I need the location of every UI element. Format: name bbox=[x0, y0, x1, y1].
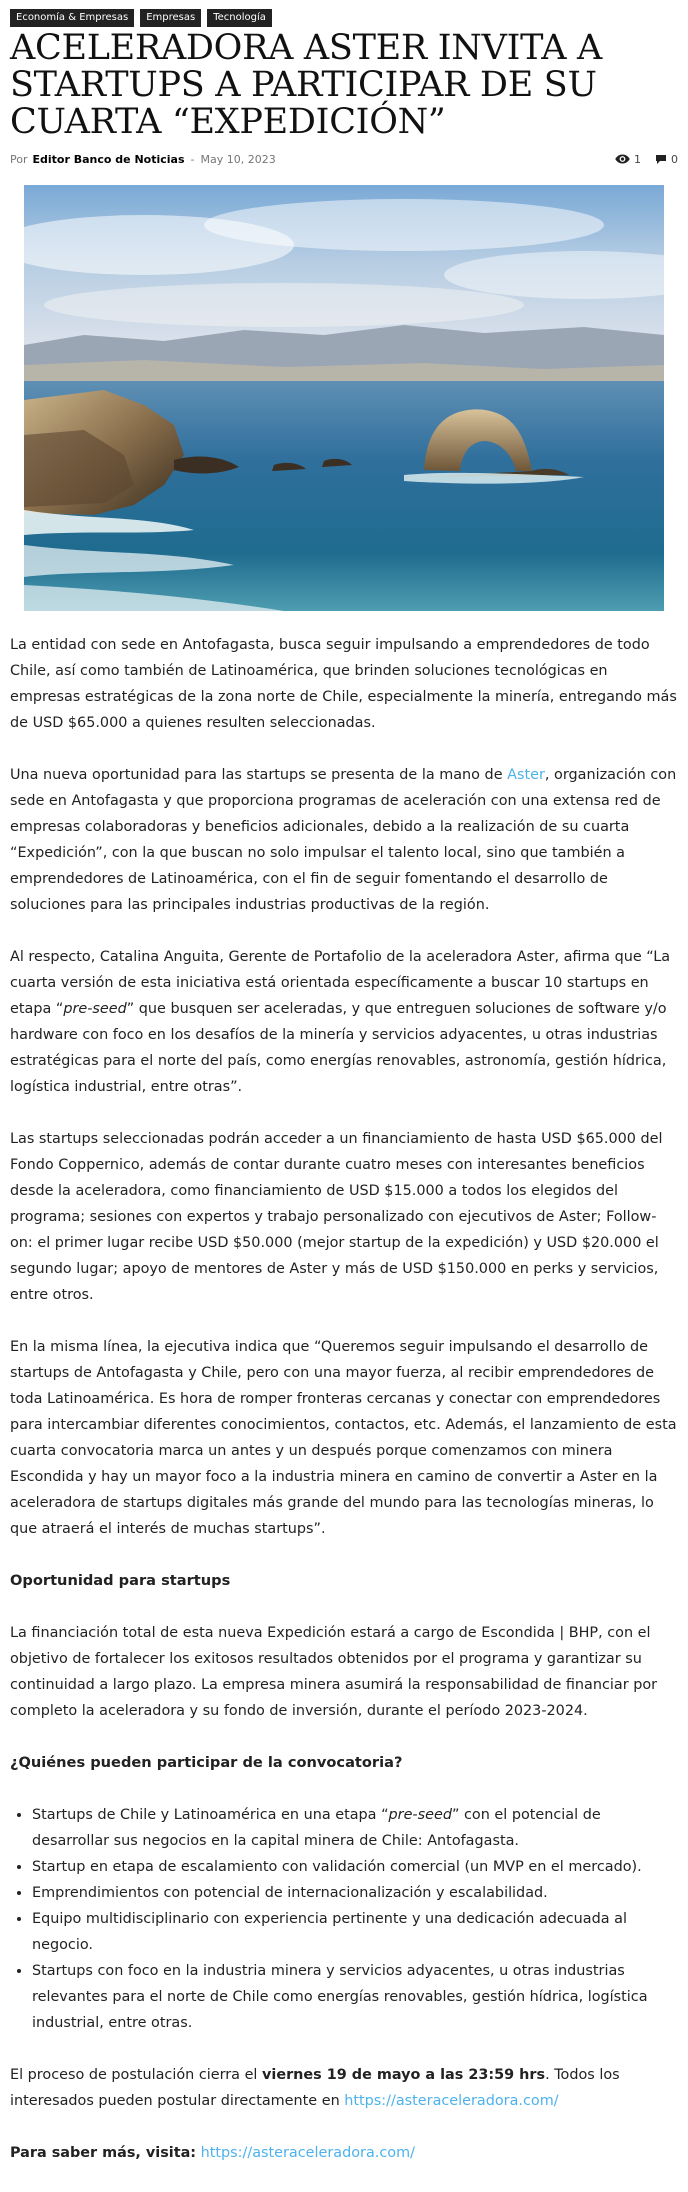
list-item: • Startups con foco en la industria minera y servicios adyacentes, u otras industrias relevantes para el norte de Chile como energías renovables, gestión hídrica, logística industrial, entre otras. bbox=[32, 1958, 678, 2036]
views-stat bbox=[615, 153, 641, 166]
paragraph-intro: La entidad con sede en Antofagasta, busca seguir impulsando a emprendedores de todo Chile, así como también de Latinoamérica, que brinden soluciones tecnológicas en empresas estratégicas de la zona norte de Chile, especialmente la minería, entregando más de USD $65.000 a quienes resulten seleccionadas. bbox=[10, 637, 677, 731]
list-item-text-a: Startups de Chile y Latinoamérica en una etapa “ bbox=[32, 1807, 389, 1823]
comments-stat[interactable] bbox=[655, 153, 678, 166]
publish-date: May 10, 2023 bbox=[200, 152, 276, 166]
category-tag-tecnologia[interactable]: Tecnología bbox=[207, 9, 272, 27]
eligibility-list bbox=[32, 1802, 678, 2036]
aster-site-link[interactable]: https://asteraceleradora.com/ bbox=[344, 2093, 559, 2109]
author-link[interactable]: Editor Banco de Noticias bbox=[32, 152, 185, 166]
paragraph-quote-text-b: ” que busquen ser aceleradas, y que entreguen soluciones de software y/o hardware con foco en los desafíos de la minería y servicios adyacentes, u otras industrias estratégicas para el norte del país, como energías renovables, astronomía, gestión hídrica, logística industrial, entre otras”. bbox=[10, 1001, 667, 1095]
paragraph-executive-quote: En la misma línea, la ejecutiva indica que “Queremos seguir impulsando el desarrollo de startups de Antofagasta y Chile, pero con una mayor fuerza, al recibir emprendedores de toda Latinoamérica. Es hora de romper fronteras cercanas y conectar con emprendedores para intercambiar diferentes conocimientos, contactos, etc. Además, el lanzamiento de esta cuarta convocatoria marca un antes y un después porque comenzamos con minera Escondida y hay un mayor foco a la industria minera en camino de convertir a Aster en la aceleradora de startups digitales más grande del mundo para las tecnologías mineras, lo que atraerá el interés de muchas startups”. bbox=[10, 1339, 677, 1537]
list-item: • Emprendimientos con potencial de internacionalización y escalabilidad. bbox=[32, 1880, 678, 1906]
paragraph-quote-text-a: Al respecto, Catalina Anguita, Gerente de Portafolio de la aceleradora Aster, afirma que “La cuarta versión de esta iniciativa está orientada específicamente a buscar 10 startups en etapa “ bbox=[10, 949, 671, 1017]
deadline-date: viernes 19 de mayo a las 23:59 hrs bbox=[262, 2067, 546, 2083]
heading-opportunity: Oportunidad para startups bbox=[10, 1572, 231, 1589]
category-tags bbox=[10, 9, 272, 27]
hero-image bbox=[24, 185, 664, 611]
paragraph-aster-text-b: , organización con sede en Antofagasta y que proporciona programas de aceleración con una extensa red de empresas colaboradoras y beneficios adicionales, debido a la realización de su cuarta “Expedición”, con la que buscan no solo impulsar el talento local, sino que también a emprendedores de Latinoamérica, con el fin de seguir fomentando el desarrollo de soluciones para las principales industrias productivas de la región. bbox=[10, 767, 677, 913]
article-body bbox=[10, 632, 678, 2192]
paragraph-deadline bbox=[10, 2062, 678, 2114]
paragraph-quote-anguita bbox=[10, 944, 678, 1100]
category-tag-empresas[interactable]: Empresas bbox=[140, 9, 201, 27]
pre-seed-emphasis: pre-seed bbox=[63, 1001, 127, 1017]
meta-separator: - bbox=[190, 152, 195, 166]
list-item: • Equipo multidisciplinario con experiencia pertinente y una dedicación adecuada al negocio. bbox=[32, 1906, 678, 1958]
aster-link[interactable]: Aster bbox=[507, 767, 545, 783]
paragraph-aster bbox=[10, 762, 678, 918]
deadline-text-b: . Todos los interesados pueden postular directamente en bbox=[10, 2067, 620, 2109]
list-item: • Startup en etapa de escalamiento con validación comercial (un MVP en el mercado). bbox=[32, 1854, 678, 1880]
article-title: ACELERADORA ASTER INVITA A STARTUPS A PARTICIPAR DE SU CUARTA “EXPEDICIÓN” bbox=[10, 28, 603, 142]
deadline-text-a: El proceso de postulación cierra el bbox=[10, 2067, 262, 2083]
paragraph-more-info bbox=[10, 2140, 678, 2166]
more-info-label: Para saber más, visita: bbox=[10, 2145, 197, 2161]
byline-prefix: Por bbox=[10, 152, 28, 166]
category-tag-economia[interactable]: Economía & Empresas bbox=[10, 9, 134, 27]
article-meta bbox=[10, 151, 678, 167]
list-item bbox=[32, 1802, 678, 1854]
comment-icon bbox=[655, 154, 667, 165]
paragraph-escondida: La financiación total de esta nueva Expedición estará a cargo de Escondida | BHP, con el objetivo de fortalecer los exitosos resultados obtenidos por el programa y garantizar su continuidad a largo plazo. La empresa minera asumirá la responsabilidad de financiar por completo la aceleradora y su fondo de inversión, durante el período 2023-2024. bbox=[10, 1625, 658, 1719]
coastal-rock-arch-image bbox=[24, 185, 664, 611]
paragraph-financing: Las startups seleccionadas podrán acceder a un financiamiento de hasta USD $65.000 del Fondo Coppernico, además de contar durante cuatro meses con interesantes beneficios desde la aceleradora, como financiamiento de USD $15.000 a todos los elegidos del programa; sesiones con expertos y trabajo personalizado con ejecutivos de Aster; Follow-on: el primer lugar recibe USD $50.000 (mejor startup de la expedición) y USD $20.000 el segundo lugar; apoyo de mentores de Aster y más de USD $150.000 en perks y servicios, entre otros. bbox=[10, 1131, 663, 1303]
heading-who-can-participate: ¿Quiénes pueden participar de la convocatoria? bbox=[10, 1754, 403, 1771]
list-item-text-b: ” con el potencial de desarrollar sus negocios en la capital minera de Chile: Antofagasta. bbox=[32, 1807, 601, 1849]
comments-count: 0 bbox=[671, 152, 678, 166]
more-info-link[interactable]: https://asteraceleradora.com/ bbox=[200, 2145, 415, 2161]
eye-icon bbox=[615, 154, 630, 164]
views-count: 1 bbox=[634, 152, 641, 166]
paragraph-aster-text-a: Una nueva oportunidad para las startups se presenta de la mano de bbox=[10, 767, 508, 783]
pre-seed-emphasis: pre-seed bbox=[388, 1807, 452, 1823]
article-stats bbox=[605, 153, 678, 166]
